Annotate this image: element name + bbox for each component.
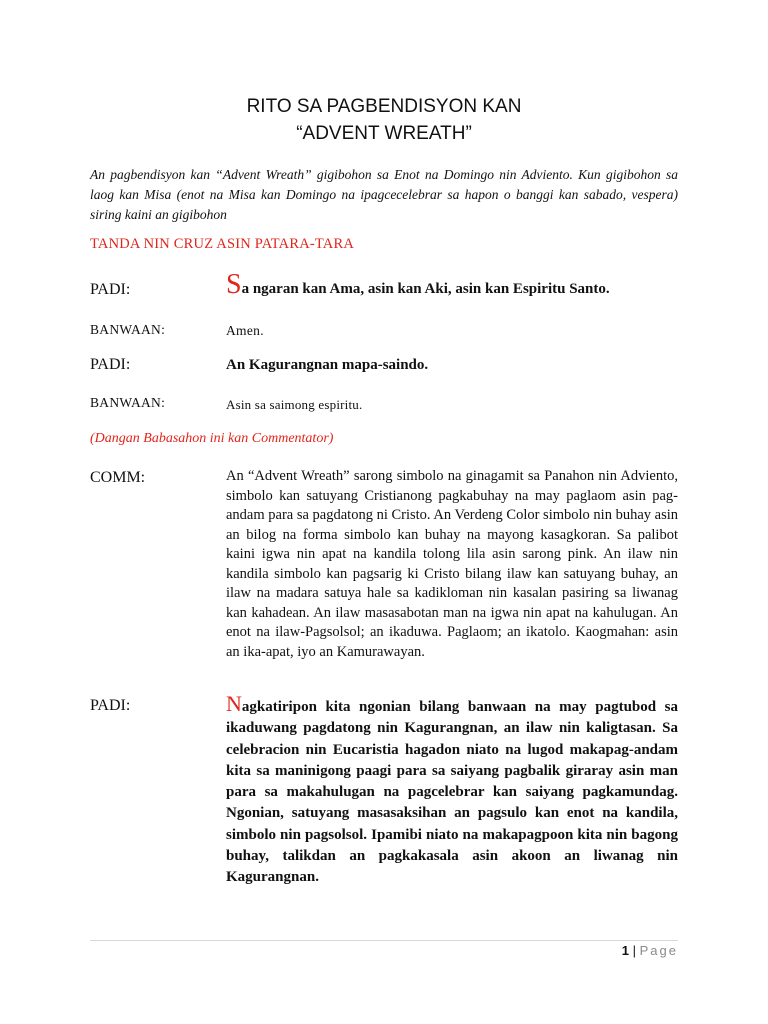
padi-paragraph bbox=[226, 693, 678, 889]
commentator-paragraph: An “Advent Wreath” sarong simbolo na ginagamit sa Panahon nin Adviento, simbolo kan satuyang Cristianong pagkabuhay na may paglaom asin pag-andam para sa pagdatong ni Cristo. An Verdeng Color simbolo nin buhay asin an bilog na forma simbolo kan buhay na mayong kasagkoran. Sa palibot kaini igwa nin apat na kandila tolong lila asin sarong pink. An ilaw nin kandila simbolo kan pagsarig ki Cristo bilang ilaw kan satuyang buhay, an ilaw na madara satuya hale sa kadikloman nin kasalan pasiring sa liwanag kan kahadean. An ilaw masasabotan man na igwa nin apat na kahulugan. An enot na ilaw-Pagsolsol; an ikaduwa. Paglaom; an ikatolo. Kaogmahan: asin an ika-apat, iyo an Kamurawayan. bbox=[226, 468, 678, 660]
banwaan-line-2: Asin sa saimong espiritu. bbox=[226, 397, 363, 412]
title-line-2: “ADVENT WREATH” bbox=[296, 123, 472, 144]
padi-line-2: An Kagurangnan mapa-saindo. bbox=[226, 357, 429, 373]
banwaan-line-1: Amen. bbox=[226, 323, 264, 338]
padi-paragraph-text: agkatiripon kita ngonian bilang banwaan na may pagtubod sa ikaduwang pagdatong nin Kagurangnan, an ilaw nin kaligtasan. Sa celebracion nin Eucaristia hagadon niato na lugod makapag-andam kita sa maninigong paagi para sa saiyang pagbalik giraray asin man para sa makahulugan na pagcelebrar kan saiyang pagkamundag. Ngonian, satuyang masasaksihan an pagsulo kan enot na kandila, simbolo nin pagsolsol. Ipamibi niato na makapagpoon kita nin bagong buhay, talikdan an pagkakasala asin akoon an liwanag nin Kagurangnan. bbox=[226, 699, 678, 886]
page-number: 1 bbox=[621, 943, 629, 958]
footer-separator: | bbox=[632, 943, 636, 958]
role-label-padi: PADI: bbox=[90, 281, 131, 298]
role-label-padi: PADI: bbox=[90, 697, 131, 714]
dropcap-letter: N bbox=[226, 691, 242, 716]
page-label: Page bbox=[639, 943, 678, 958]
section-heading: TANDA NIN CRUZ ASIN PATARA-TARA bbox=[90, 236, 355, 252]
commentator-note: (Dangan Babasahon ini kan Commentator) bbox=[90, 431, 334, 446]
intro-paragraph: An pagbendisyon kan “Advent Wreath” gigibohon sa Enot na Domingo nin Adviento. Kun gigibohon sa laog kan Misa (enot na Misa kan Domingo na ipagcecelebrar sa hapon o banggi kan sabado, vespera) siring kaini an gigibohon bbox=[90, 167, 678, 222]
title-line-1: RITO SA PAGBENDISYON KAN bbox=[246, 96, 522, 117]
dropcap-letter: S bbox=[226, 269, 242, 300]
role-label-padi: PADI: bbox=[90, 356, 131, 373]
padi-line-1 bbox=[226, 271, 610, 299]
document-title bbox=[90, 93, 678, 147]
page-footer bbox=[622, 943, 678, 958]
footer-divider bbox=[90, 940, 678, 941]
role-label-banwaan: BANWAAN: bbox=[90, 395, 166, 410]
role-label-banwaan: BANWAAN: bbox=[90, 322, 166, 337]
padi-line-1-text: a ngaran kan Ama, asin kan Aki, asin kan Espiritu Santo. bbox=[241, 281, 610, 297]
role-label-comm: COMM: bbox=[90, 469, 146, 486]
